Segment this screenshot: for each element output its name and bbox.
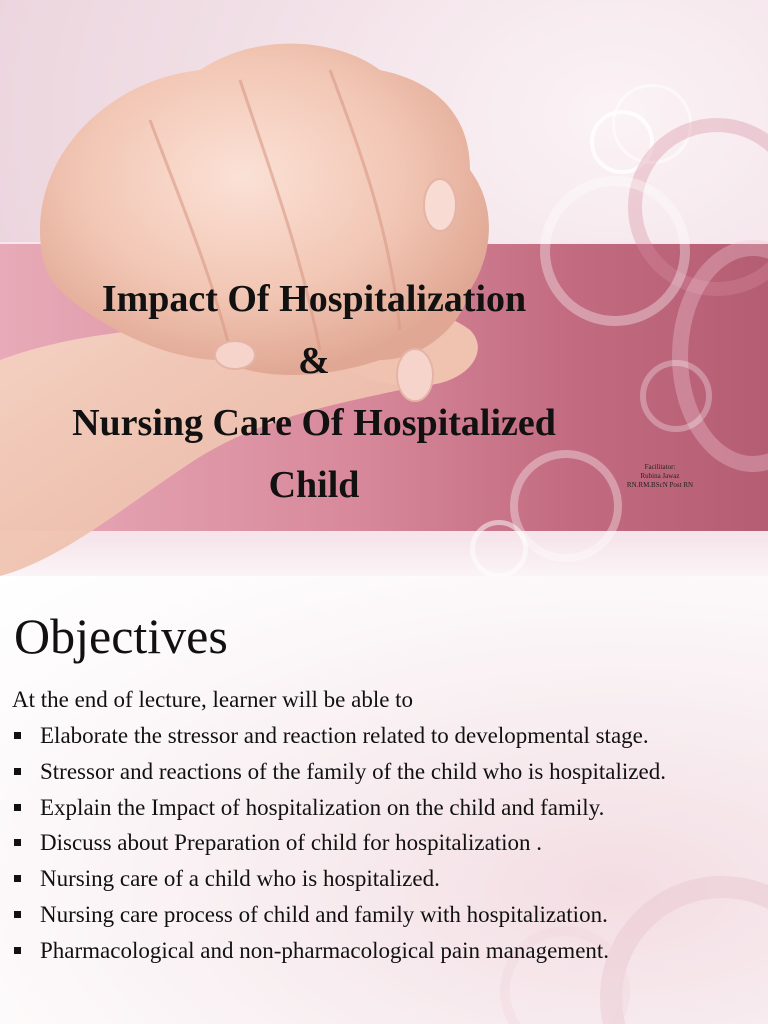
objectives-list xyxy=(12,722,666,973)
credit-line: RN.RM.BScN Post RN xyxy=(626,481,694,489)
bullet-icon xyxy=(14,804,21,811)
objectives-slide xyxy=(0,576,768,1024)
list-item xyxy=(12,829,666,865)
objectives-intro: At the end of lecture, learner will be able to xyxy=(12,687,414,712)
title-line: Impact Of Hospitalization xyxy=(101,278,527,320)
list-item xyxy=(12,794,666,830)
list-item xyxy=(12,901,666,937)
list-item-text: Nursing care of a child who is hospitalized. xyxy=(40,866,440,892)
facilitator-credit xyxy=(612,463,708,490)
list-item xyxy=(12,865,666,901)
bullet-icon xyxy=(14,911,21,918)
credit-line: Rubina Jawaz xyxy=(640,472,680,480)
list-item xyxy=(12,722,666,758)
list-item-text: Elaborate the stressor and reaction related to developmental stage. xyxy=(40,723,649,748)
list-item xyxy=(12,758,666,794)
list-item-text: Nursing care process of child and family with hospitalization. xyxy=(40,901,608,927)
bullet-icon xyxy=(14,768,21,775)
list-item-text: Explain the Impact of hospitalization on the child and family. xyxy=(40,794,605,820)
bullet-icon xyxy=(14,732,21,739)
presentation-title xyxy=(0,268,628,516)
title-line: & xyxy=(298,340,330,382)
list-item-text: Stressor and reactions of the family of the child who is hospitalized. xyxy=(40,758,666,784)
title-line: Child xyxy=(268,464,360,506)
list-item-text: Discuss about Preparation of child for hospitalization . xyxy=(40,830,543,856)
slide-title: Objectives xyxy=(14,608,228,664)
credit-line: Facilitator: xyxy=(644,463,676,471)
bullet-icon xyxy=(14,839,21,846)
list-item-text: Pharmacological and non-pharmacological pain management. xyxy=(40,937,610,963)
bullet-icon xyxy=(14,875,21,882)
list-item xyxy=(12,937,666,973)
bullet-icon xyxy=(14,947,21,954)
title-line: Nursing Care Of Hospitalized xyxy=(72,402,556,444)
